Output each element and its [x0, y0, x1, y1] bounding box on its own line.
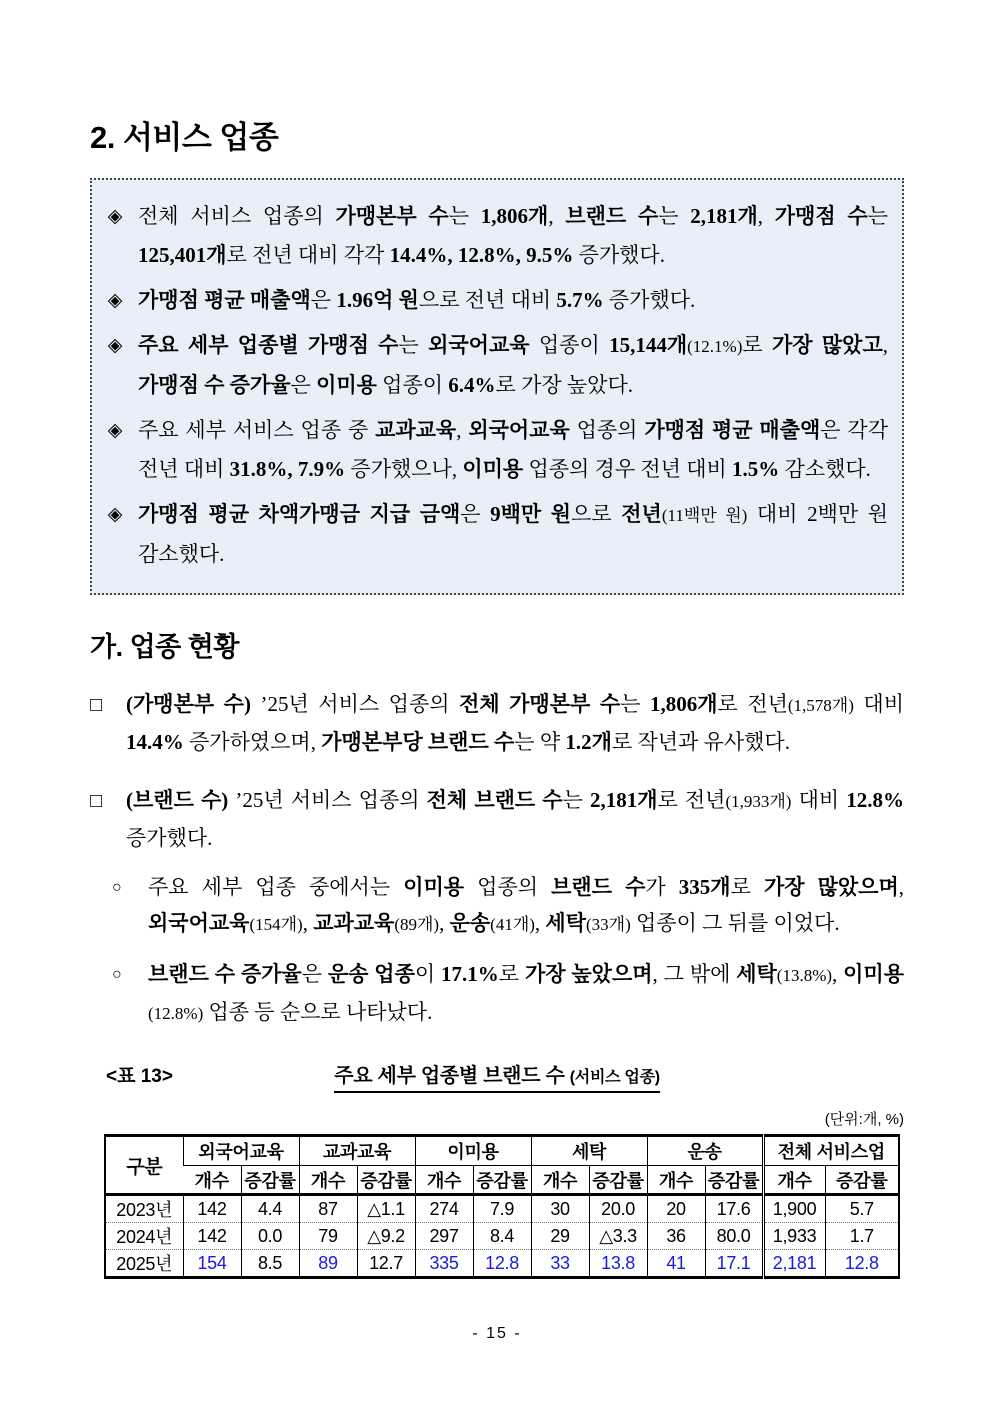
table-col-group: 전체 서비스업: [763, 1136, 899, 1166]
summary-item: [102, 326, 888, 405]
value-cell: 41: [647, 1250, 705, 1278]
text-segment: 는 약: [514, 730, 566, 754]
summary-item-text: [138, 326, 888, 405]
value-cell: 142: [183, 1195, 241, 1223]
text-segment: 2,181개: [589, 788, 658, 812]
text-segment: 업종의: [569, 418, 645, 442]
text-segment: 는: [562, 788, 590, 812]
text-segment: 이미용: [316, 373, 377, 397]
text-segment: 31.8%, 7.9%: [229, 457, 346, 481]
value-cell: 142: [183, 1223, 241, 1250]
text-segment: 로 가장 높았다.: [495, 373, 633, 397]
value-cell: 30: [531, 1195, 589, 1223]
value-cell: △3.3: [589, 1223, 647, 1250]
text-segment: 17.1%: [441, 962, 499, 986]
text-segment: ,: [302, 911, 314, 935]
text-segment: 전체 서비스 업종의: [138, 204, 336, 228]
page-title: 2. 서비스 업종: [90, 120, 279, 155]
text-segment: 브랜드 수: [551, 875, 646, 899]
text-segment: 는: [448, 204, 481, 228]
text-segment: 125,401개: [138, 243, 227, 267]
summary-item-text: [138, 411, 888, 489]
text-segment: (13.8%): [776, 966, 833, 985]
value-cell: 5.7: [825, 1195, 899, 1223]
text-segment: (브랜드 수): [126, 788, 229, 812]
text-segment: 세탁: [736, 962, 777, 986]
value-cell: 1.7: [825, 1223, 899, 1250]
text-segment: , 그 밖에: [652, 962, 737, 986]
diamond-bullet-icon: ◈: [107, 504, 123, 525]
text-segment: 주요 세부 업종별 가맹점 수: [138, 333, 399, 357]
square-bullet-icon: □: [90, 694, 103, 716]
summary-box: [90, 178, 904, 595]
text-segment: 은: [290, 373, 317, 397]
year-cell: 2023년: [105, 1195, 183, 1223]
text-segment: 증가했다.: [603, 288, 696, 312]
value-cell: 7.9: [473, 1195, 531, 1223]
text-segment: 증가했다.: [573, 243, 665, 267]
text-segment: 가장 높았으며: [524, 962, 653, 986]
text-segment: 운송: [449, 911, 491, 935]
section-heading: 가. 업종 현황: [90, 632, 239, 662]
circle-bullet-icon: ○: [112, 879, 122, 896]
text-segment: 로 전년: [657, 788, 726, 812]
text-segment: 14.4%, 12.8%, 9.5%: [389, 243, 574, 267]
value-cell: 80.0: [705, 1223, 763, 1250]
text-segment: 세탁: [545, 911, 586, 935]
text-segment: 가맹본부당 브랜드 수: [321, 730, 515, 754]
value-cell: 29: [531, 1223, 589, 1250]
text-segment: 대비: [853, 692, 904, 716]
circle-bullet-icon: ○: [112, 966, 122, 983]
text-segment: 업종 등 순으로 나타났다.: [203, 1000, 433, 1024]
value-cell: 297: [415, 1223, 473, 1250]
value-cell: 17.1: [705, 1250, 763, 1278]
text-segment: 6.4%: [448, 373, 496, 397]
table-col-group: 이미용: [415, 1136, 531, 1166]
text-segment: 가맹점 평균 매출액: [644, 418, 821, 442]
text-segment: (1,578개): [787, 696, 854, 715]
summary-item: [102, 197, 888, 275]
summary-item-text: [138, 281, 888, 320]
text-segment: 은: [301, 962, 328, 986]
value-cell: 17.6: [705, 1195, 763, 1223]
table-col-group: 세탁: [531, 1136, 647, 1166]
text-segment: 로 작년과 유사했다.: [611, 730, 790, 754]
text-segment: 전년: [621, 502, 662, 526]
summary-item: [102, 281, 888, 320]
value-cell: 12.7: [357, 1250, 415, 1278]
text-segment: 가장 많았으며: [763, 875, 899, 899]
sub-paragraph: [112, 869, 904, 943]
text-segment: 가맹점 평균 차액가맹금 지급 금액: [138, 502, 461, 526]
text-segment: 12.8%: [846, 788, 904, 812]
value-cell: △1.1: [357, 1195, 415, 1223]
text-segment: ,: [534, 911, 546, 935]
value-cell: 8.5: [241, 1250, 299, 1278]
value-cell: 20: [647, 1195, 705, 1223]
table-subheader: 증감률: [357, 1166, 415, 1195]
table-subheader: 증감률: [589, 1166, 647, 1195]
text-segment: 가장 많았고: [771, 333, 883, 357]
paragraph-text: [148, 956, 904, 1032]
text-segment: (12.1%): [687, 337, 743, 356]
text-segment: 주요 세부 업종 중에서는: [148, 875, 404, 899]
table-label: <표 13>: [106, 1066, 173, 1087]
text-segment: 15,144개: [609, 333, 688, 357]
text-segment: 는: [398, 333, 429, 357]
text-segment: 는: [620, 692, 650, 716]
value-cell: 12.8: [825, 1250, 899, 1278]
text-segment: (12.8%): [148, 1004, 204, 1023]
text-segment: 대비: [747, 502, 808, 526]
text-segment: ,: [882, 333, 888, 357]
value-cell: 12.8: [473, 1250, 531, 1278]
table-sub-header-row: [105, 1166, 899, 1195]
square-bullet-icon: □: [90, 790, 103, 812]
table-caption: [90, 1059, 904, 1093]
sub-paragraph: [112, 956, 904, 1032]
text-segment: 가: [645, 875, 679, 899]
value-cell: 335: [415, 1250, 473, 1278]
table-subheader: 개수: [531, 1166, 589, 1195]
value-cell: △9.2: [357, 1223, 415, 1250]
text-segment: 9백만 원: [490, 502, 572, 526]
text-segment: ,: [439, 911, 450, 935]
diamond-bullet-icon: ◈: [107, 206, 123, 227]
text-segment: 가맹점 수: [774, 204, 868, 228]
value-cell: 87: [299, 1195, 357, 1223]
text-segment: ,: [832, 962, 844, 986]
value-cell: 89: [299, 1250, 357, 1278]
text-segment: 5.7%: [556, 288, 604, 312]
value-cell: 36: [647, 1223, 705, 1250]
year-cell: 2025년: [105, 1250, 183, 1278]
table-subheader: 증감률: [705, 1166, 763, 1195]
text-segment: (1,933개): [725, 792, 792, 811]
table-subheader: 개수: [299, 1166, 357, 1195]
table-subheader: 개수: [647, 1166, 705, 1195]
value-cell: 4.4: [241, 1195, 299, 1223]
value-cell: 20.0: [589, 1195, 647, 1223]
text-segment: 이미용: [843, 962, 904, 986]
summary-item-text: [138, 495, 888, 574]
text-segment: 으로: [571, 502, 622, 526]
paragraph: [90, 782, 904, 856]
text-segment: (154개): [249, 915, 303, 934]
text-segment: 은: [460, 502, 491, 526]
value-cell: 13.8: [589, 1250, 647, 1278]
text-segment: 교과교육: [375, 418, 457, 442]
text-segment: 이미용: [403, 875, 465, 899]
text-segment: 운송 업종: [327, 962, 415, 986]
table-row-2024: [105, 1223, 899, 1250]
text-segment: 1.5%: [732, 457, 780, 481]
table-row-2023: [105, 1195, 899, 1223]
text-segment: 업종의 경우 전년 대비: [523, 457, 733, 481]
summary-item-text: [138, 197, 888, 275]
text-segment: 1,806개: [649, 692, 718, 716]
table-subheader: 개수: [763, 1166, 825, 1195]
year-cell: 2024년: [105, 1223, 183, 1250]
paragraph-text: [126, 782, 904, 856]
text-segment: ,: [456, 418, 469, 442]
text-segment: ,: [757, 204, 775, 228]
text-segment: 2백만 원: [807, 502, 888, 526]
text-segment: 은 각각 전년 대비: [138, 418, 888, 481]
text-segment: 감소했다.: [138, 542, 225, 566]
diamond-bullet-icon: ◈: [107, 335, 123, 356]
table-col-group: 외국어교육: [183, 1136, 299, 1166]
text-segment: 로: [730, 875, 764, 899]
text-segment: 외국어교육: [428, 333, 530, 357]
value-cell: 2,181: [763, 1250, 825, 1278]
text-segment: 주요 세부 서비스 업종 중: [138, 418, 376, 442]
text-segment: ,: [548, 204, 566, 228]
text-segment: 로 전년 대비 각각: [226, 243, 390, 267]
value-cell: 8.4: [473, 1223, 531, 1250]
table-subheader: 증감률: [241, 1166, 299, 1195]
text-segment: 이미용: [462, 457, 524, 481]
table-unit-note: (단위:개, %): [824, 1111, 904, 1128]
text-segment: 브랜드 수 증가율: [148, 962, 302, 986]
text-segment: 1,806개: [480, 204, 549, 228]
text-segment: 외국어교육: [148, 911, 250, 935]
table-subheader: 개수: [183, 1166, 241, 1195]
text-segment: 외국어교육: [468, 418, 570, 442]
text-segment: 이: [414, 962, 442, 986]
value-cell: 1,900: [763, 1195, 825, 1223]
table-subheader: 개수: [415, 1166, 473, 1195]
text-segment: 감소했다.: [779, 457, 871, 481]
text-segment: 로: [742, 333, 772, 357]
text-segment: 14.4%: [126, 730, 184, 754]
text-segment: 은: [310, 288, 337, 312]
text-segment: 가맹점 수 증가율: [138, 373, 291, 397]
text-segment: 로 전년: [717, 692, 788, 716]
text-segment: 1.2개: [565, 730, 612, 754]
table-col-group: 운송: [647, 1136, 763, 1166]
text-segment: 업종이: [529, 333, 610, 357]
text-segment: (41개): [490, 915, 535, 934]
value-cell: 0.0: [241, 1223, 299, 1250]
text-segment: 업종이: [376, 373, 449, 397]
text-segment: (33개): [586, 915, 631, 934]
summary-item: [102, 411, 888, 489]
text-segment: ’25년 서비스 업종의: [228, 788, 427, 812]
page-number: - 15 -: [472, 1325, 522, 1342]
text-segment: ’25년 서비스 업종의: [250, 692, 460, 716]
text-segment: 가맹본부 수: [335, 204, 449, 228]
text-segment: (가맹본부 수): [126, 692, 251, 716]
text-segment: ,: [898, 875, 905, 899]
summary-item: [102, 495, 888, 574]
text-segment: (89개): [394, 915, 440, 934]
text-segment: 증가하였으며,: [183, 730, 322, 754]
text-segment: 2,181개: [690, 204, 758, 228]
diamond-bullet-icon: ◈: [107, 290, 123, 311]
table-group-header-row: [105, 1136, 899, 1166]
text-segment: 는: [658, 204, 691, 228]
table-title-suffix: (서비스 업종): [569, 1069, 660, 1086]
table-row-2025: [105, 1250, 899, 1278]
value-cell: 154: [183, 1250, 241, 1278]
text-segment: 대비: [791, 788, 847, 812]
text-segment: 전체 가맹본부 수: [459, 692, 621, 716]
brand-count-table: [104, 1134, 900, 1279]
table-title: [334, 1059, 660, 1093]
value-cell: 1,933: [763, 1223, 825, 1250]
text-segment: (11백만 원): [661, 506, 748, 525]
text-segment: 전체 브랜드 수: [426, 788, 563, 812]
text-segment: 증가했으나,: [345, 457, 463, 481]
value-cell: 274: [415, 1195, 473, 1223]
table-col-group: 교과교육: [299, 1136, 415, 1166]
text-segment: 는: [867, 204, 888, 228]
text-segment: 가맹점 평균 매출액: [138, 288, 311, 312]
paragraph-text: [148, 869, 904, 943]
table-subheader: 증감률: [473, 1166, 531, 1195]
text-segment: 증가했다.: [126, 826, 213, 850]
text-segment: 으로 전년 대비: [418, 288, 557, 312]
text-segment: 로: [498, 962, 525, 986]
value-cell: 79: [299, 1223, 357, 1250]
table-corner-cell: 구분: [126, 1156, 163, 1178]
text-segment: 1.96억 원: [336, 288, 419, 312]
text-segment: 교과교육: [313, 911, 395, 935]
paragraph-text: [126, 686, 904, 760]
text-segment: 335개: [678, 875, 731, 899]
value-cell: 33: [531, 1250, 589, 1278]
paragraph: [90, 686, 904, 760]
table-subheader: 증감률: [825, 1166, 899, 1195]
diamond-bullet-icon: ◈: [107, 420, 123, 441]
table-title-text: 주요 세부 업종별 브랜드 수: [334, 1065, 565, 1087]
text-segment: 브랜드 수: [565, 204, 659, 228]
text-segment: 업종의: [464, 875, 552, 899]
text-segment: 업종이 그 뒤를 이었다.: [630, 911, 840, 935]
